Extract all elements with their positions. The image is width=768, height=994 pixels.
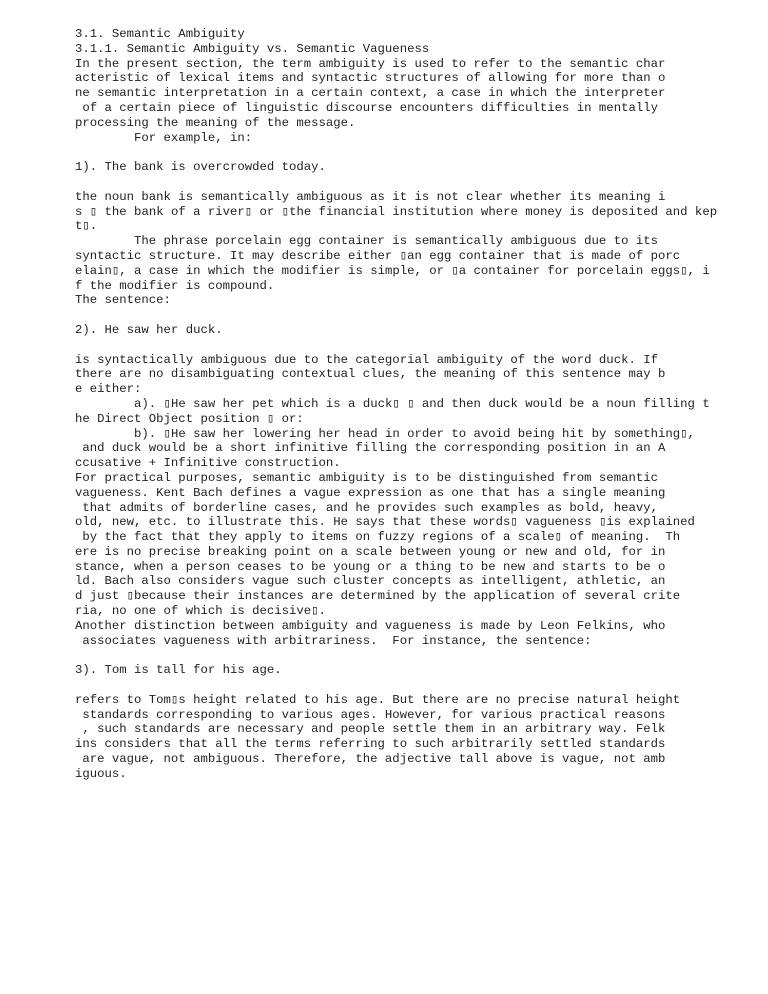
- text-line: For example, in:: [75, 130, 253, 145]
- text-line: [75, 648, 735, 663]
- text-line: ins considers that all the terms referring to such arbitrarily settled standards: [75, 737, 666, 752]
- text-line: there are no disambiguating contextual clues, the meaning of this sentence may b: [75, 367, 666, 382]
- text-line: b). ▯He saw her lowering her head in order to avoid being hit by something▯,: [75, 426, 695, 441]
- text-line: For practical purposes, semantic ambiguity is to be distinguished from semantic: [75, 470, 658, 485]
- text-line: [75, 338, 735, 353]
- text-line: that admits of borderline cases, and he provides such examples as bold, heavy,: [75, 500, 658, 515]
- text-line: e either:: [75, 382, 142, 397]
- document-page: [75, 27, 735, 782]
- text-line: 1). The bank is overcrowded today.: [75, 160, 326, 175]
- text-line: t▯.: [75, 219, 98, 234]
- text-line: d just ▯because their instances are determined by the application of several crite: [75, 589, 681, 604]
- text-line: 3.1.1. Semantic Ambiguity vs. Semantic Vagueness: [75, 41, 430, 56]
- text-line: In the present section, the term ambiguity is used to refer to the semantic char: [75, 56, 666, 71]
- text-line: Another distinction between ambiguity and vagueness is made by Leon Felkins, who: [75, 618, 666, 633]
- text-line: 2). He saw her duck.: [75, 322, 223, 337]
- text-line: elain▯, a case in which the modifier is simple, or ▯a container for porcelain eggs▯, i: [75, 263, 710, 278]
- text-line: vagueness. Kent Bach defines a vague expression as one that has a single meaning: [75, 485, 666, 500]
- text-line: are vague, not ambiguous. Therefore, the adjective tall above is vague, not amb: [75, 752, 666, 767]
- text-line: 3.1. Semantic Ambiguity: [75, 27, 245, 41]
- text-line: a). ▯He saw her pet which is a duck▯ ▯ and then duck would be a noun filling t: [75, 396, 710, 411]
- text-line: The sentence:: [75, 293, 171, 308]
- text-line: he Direct Object position ▯ or:: [75, 411, 304, 426]
- text-line: processing the meaning of the message.: [75, 115, 356, 130]
- text-line: by the fact that they apply to items on fuzzy regions of a scale▯ of meaning. Th: [75, 530, 681, 545]
- text-line: ne semantic interpretation in a certain context, a case in which the interpreter: [75, 86, 666, 101]
- text-line: 3). Tom is tall for his age.: [75, 663, 282, 678]
- text-line: s ▯ the bank of a river▯ or ▯the financial institution where money is deposited and kep: [75, 204, 718, 219]
- text-line: and duck would be a short infinitive filling the corresponding position in an A: [75, 441, 666, 456]
- text-line: The phrase porcelain egg container is semantically ambiguous due to its: [75, 234, 658, 249]
- text-line: acteristic of lexical items and syntactic structures of allowing for more than o: [75, 71, 666, 86]
- text-line: [75, 678, 735, 693]
- text-line: refers to Tom▯s height related to his age. But there are no precise natural height: [75, 692, 681, 707]
- text-line: old, new, etc. to illustrate this. He says that these words▯ vagueness ▯is explained: [75, 515, 695, 530]
- text-line: the noun bank is semantically ambiguous as it is not clear whether its meaning i: [75, 189, 666, 204]
- text-line: [75, 175, 735, 190]
- text-line: [75, 145, 735, 160]
- text-line: f the modifier is compound.: [75, 278, 275, 293]
- text-line: ria, no one of which is decisive▯.: [75, 604, 326, 619]
- text-line: ere is no precise breaking point on a scale between young or new and old, for in: [75, 544, 666, 559]
- text-line: ccusative + Infinitive construction.: [75, 456, 341, 471]
- text-line: ld. Bach also considers vague such cluster concepts as intelligent, athletic, an: [75, 574, 666, 589]
- text-line: , such standards are necessary and people settle them in an arbitrary way. Felk: [75, 722, 666, 737]
- text-line: stance, when a person ceases to be young or a thing to be new and starts to be o: [75, 559, 666, 574]
- text-line: [75, 308, 735, 323]
- text-line: standards corresponding to various ages. However, for various practical reasons: [75, 707, 666, 722]
- text-line: associates vagueness with arbitrariness. For instance, the sentence:: [75, 633, 592, 648]
- text-line: of a certain piece of linguistic discourse encounters difficulties in mentally: [75, 100, 658, 115]
- text-line: is syntactically ambiguous due to the categorial ambiguity of the word duck. If: [75, 352, 658, 367]
- text-line: syntactic structure. It may describe either ▯an egg container that is made of porc: [75, 248, 681, 263]
- text-line: iguous.: [75, 766, 127, 781]
